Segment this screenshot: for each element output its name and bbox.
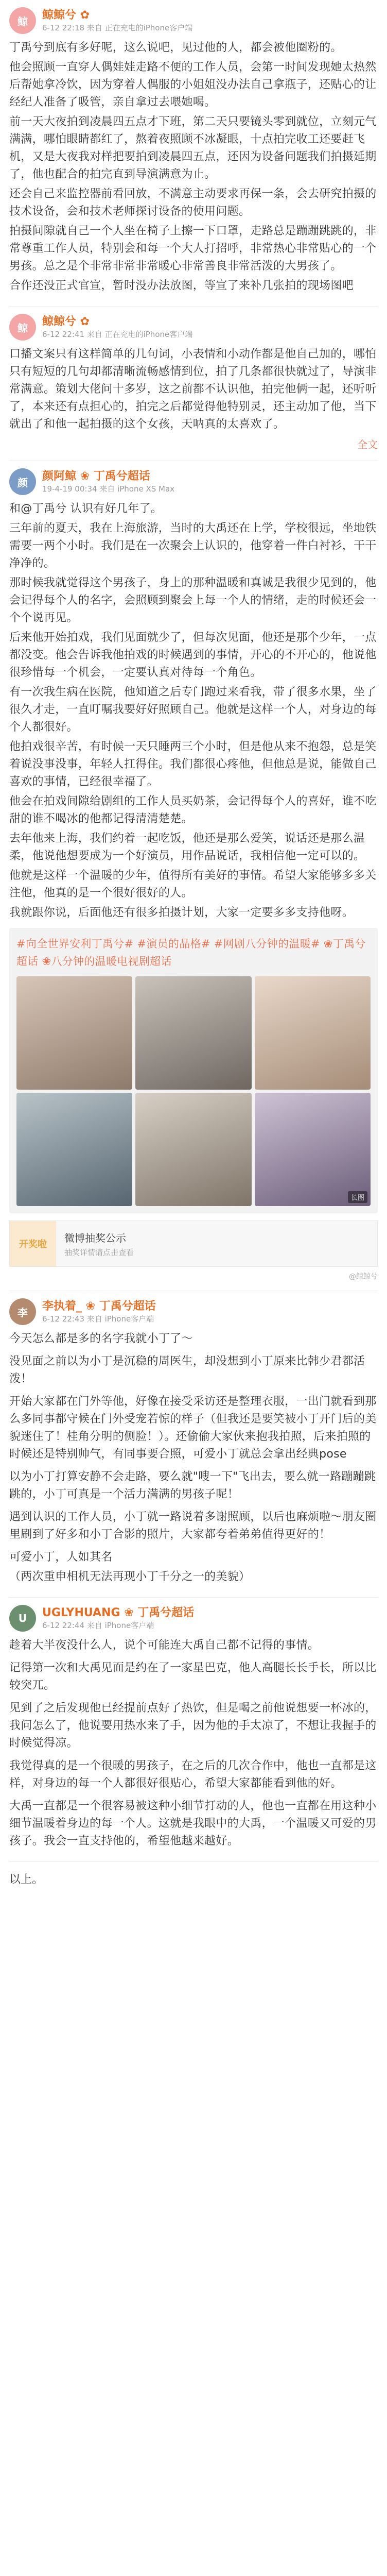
- paragraph: 我就跟你说，后面他还有很多拍摄计划，大家一定要多多支持他呀。: [9, 906, 354, 919]
- paragraph: 后来他开始拍戏，我们见面就少了，但每次见面，他还是那个少年，一点都没变。他会告诉我他拍戏的时候遇到的事情，开心的不开心的，他说他很珍惜每一个机会，一定要认真对待每一个角色。: [9, 631, 377, 679]
- paragraph: 那时候我就觉得这个男孩子，身上的那种温暖和真诚是我很少见到的，他会记得每个人的名字，会照顾到聚会上每一个人的情绪，走的时候还会一个个说再见。: [9, 577, 377, 624]
- paragraph: 前一天大夜拍到凌晨四五点才下班，第二天只要镜头零到就位，立刻元气满满，哪怕眼睛都红了，熬着夜照顾不冰凝眼，十点拍完收工还要赶飞机，又是大夜我对样把要拍到凌晨四五点，还因为设备问题我们拍摄延期了，他也配合的拍完直到导演满意为止。: [9, 115, 377, 181]
- paragraph: 拍摄间隙就自己一个人坐在椅子上擦一下口罩，走路总是蹦蹦跳跳的，非常尊重工作人员，特别会和每一个大人打招呼，非常热心非常贴心的一个男孩。总之是个非常非常非常暖心非常善良非常活泼的大男孩了。: [9, 225, 377, 273]
- avatar[interactable]: U: [9, 1605, 36, 1632]
- paragraph: 今天怎么都是多的名字我就小丁了～: [9, 1332, 193, 1345]
- post-body: [9, 500, 378, 922]
- post-time: 19-4-19 00:34 来自 iPhone XS Max: [42, 484, 175, 494]
- post-body: [9, 346, 378, 433]
- post-body: [9, 1637, 378, 1850]
- paragraph: 见到了之后发现他已经提前点好了热饮，但是喝之前他说想要一杯冰的，我问怎么了，他说要用热水来了手，因为他的手太凉了，不想让我握手的时候觉得凉。: [9, 1702, 377, 1750]
- paragraph: 丁禹兮到底有多好呢，这么说吧，见过他的人，都会被他圈粉的。: [9, 41, 342, 54]
- post-time: 6-12 22:43 来自 iPhone客户端: [42, 1314, 154, 1324]
- paragraph: 合作还没正式官宣，暂时没办法放图，等宣了来补几张拍的现场图吧: [9, 279, 354, 292]
- username[interactable]: UGLYHUANG ❀ 丁禹兮超话: [42, 1606, 195, 1619]
- lottery-badge: 开奖啦: [10, 1221, 56, 1266]
- username[interactable]: 颜阿鲸 ❀ 丁禹兮超话: [42, 470, 150, 483]
- username[interactable]: 鲸鲸兮 ✿: [42, 9, 90, 22]
- paragraph: 他拍戏很辛苦，有时候一天只睡两三个小时，但是他从来不抱怨，总是笑着说没事没事，年轻人扛得住。我们都很心疼他，但他总是说，能做自己喜欢的事情，已经很幸福了。: [9, 740, 377, 788]
- post-body: [9, 1330, 378, 1586]
- post-5: [9, 1598, 378, 1862]
- paragraph: 有一次我生病在医院，他知道之后专门跑过来看我，带了很多水果，坐了很久才走，一直叮嘱我要好好照顾自己。他就是这样一个人，对身边的每个人都很好。: [9, 686, 377, 734]
- paragraph: 口播文案只有这样简单的几句词，小表情和小动作都是他自己加的，哪怕只有短短的几句却都清晰流畅感情到位，拍了几条都很快就过了，导演非常满意。策划大佬问十多岁，这之前都不认识他，拍完他俩一起，还听听了，本来还有点担心的，拍完之后都觉得他特别灵，还主动加了他，当下就出了和他一起拍摄的这个女孩，天呐真的太喜欢了。: [9, 348, 377, 431]
- paragraph: 以为小丁打算安静不会走路，要么就"嗖一下"飞出去，要么就一路蹦蹦跳跳的，小丁可真是一个活力满满的男孩子呢！: [9, 1470, 376, 1501]
- avatar[interactable]: 鲸: [9, 314, 36, 341]
- post-4: [9, 1291, 378, 1598]
- photo-thumb[interactable]: [255, 1093, 371, 1206]
- avatar[interactable]: 鲸: [9, 7, 36, 34]
- paragraph: 和@丁禹兮 认识有好几年了。: [9, 502, 163, 515]
- expand-link[interactable]: 全文: [357, 438, 378, 451]
- paragraph: 还会自己来监控器前看回放，不满意主动要求再保一条，会去研究拍摄的技术设备，会和技术老师探讨设备的使用问题。: [9, 188, 377, 218]
- paragraph: 我觉得真的是一个很暖的男孩子，在之后的几次合作中，他也一直都是这样，对身边的每一个人都很好很贴心，希望大家都能看到他的好。: [9, 1759, 377, 1790]
- paragraph: 可爱小丁，人如其名: [9, 1551, 113, 1564]
- watermark: @鲸鲸兮: [349, 1273, 378, 1281]
- photo-grid: [16, 976, 371, 1206]
- paragraph: 开始大家都在门外等他，好像在接受采访还是整理衣服，一出门就看到那么多同事都守候在门外受宠若惊的样子（但我还是要笑被小丁开门后的美貌迷住了！桂角分明的侧脸！）。还偷偷大家伙来抱我拍照，后来拍照的时候还是特别帅气，有同事要合照，可爱小丁就总会拿出经典pose: [9, 1395, 377, 1461]
- link-subtitle: 抽奖详情请点击查看: [64, 1248, 134, 1257]
- paragraph: 遇到认识的工作人员，小丁就一路说着多谢照顾，以后也麻烦啦～朋友圈里刷到了好多和小丁合影的照片，大家都夸着弟弟值得更好的！: [9, 1511, 377, 1541]
- paragraph: 他就是这样一个温暖的少年，值得所有美好的事情。希望大家能够多多关注他，他真的是一个很好很好的人。: [9, 869, 377, 900]
- link-title: 微博抽奖公示: [64, 1232, 126, 1244]
- paragraph: 去年他来上海，我们约着一起吃饭，他还是那么爱笑，说话还是那么温柔，他说他想要成为一个好演员，用作品说话，我相信他一定可以的。: [9, 832, 365, 862]
- avatar[interactable]: 李: [9, 1298, 36, 1325]
- note: （两次重申相机无法再现小丁千分之一的美貌）: [9, 1570, 251, 1583]
- paragraph: 他会照顾一直穿人偶娃娃走路不便的工作人员，会第一时间发现她太热然后帮她拿冷饮，因为穿着人偶服的小姐姐没办法自己拿瓶子，还贴心的让经纪人准备了吸管，亲自拿过去喂她喝。: [9, 61, 377, 109]
- post-time: 6-12 22:44 来自 iPhone客户端: [42, 1621, 154, 1630]
- paragraph: 没见面之前以为小丁是沉稳的周医生，却没想到小丁原来比韩少君都活泼！: [9, 1355, 365, 1385]
- ending-text: 以上。: [9, 1873, 44, 1886]
- photo-thumb[interactable]: [135, 1093, 251, 1206]
- username[interactable]: 鲸鲸兮 ✿: [42, 315, 90, 328]
- post-time: 6-12 22:18 来自 正在充电的iPhone客户端: [42, 23, 193, 32]
- paragraph: 大禹一直都是一个很容易被这种小细节打动的人，他也一直都在用这种小细节温暖着身边的每一个人。这就是我眼中的大禹，一个温暖又可爱的男孩子。我会一直支持他的，希望他越来越好。: [9, 1800, 377, 1848]
- username[interactable]: 李执着_ ❀ 丁禹兮超话: [42, 1300, 156, 1313]
- photo-thumb[interactable]: [16, 976, 132, 1090]
- post-time: 6-12 22:41 来自 正在充电的iPhone客户端: [42, 330, 193, 339]
- paragraph: 记得第一次和大禹见面是约在了一家星巴克，他人高腿长长手长，所以比较突兀。: [9, 1662, 377, 1692]
- avatar[interactable]: 颜: [9, 468, 36, 495]
- post-3: [9, 461, 378, 1291]
- photo-thumb[interactable]: [255, 976, 371, 1090]
- repost-topics[interactable]: #向全世界安利丁禹兮# #演员的品格# #网剧八分钟的温暖# ❀丁禹兮超话 ❀八分钟的温暖电视剧超话: [16, 938, 366, 968]
- paragraph: 他会在拍戏间隙给剧组的工作人员买奶茶，会记得每个人的喜好，谁不吃甜的谁不喝冰的他都记得清清楚楚。: [9, 795, 377, 825]
- paragraph: 趁着大半夜没什么人，说个可能连大禹自己都不记得的事情。: [9, 1639, 320, 1652]
- post-2: [9, 307, 378, 461]
- repost-card[interactable]: [9, 928, 378, 1213]
- photo-thumb[interactable]: [16, 1093, 132, 1206]
- post-1: [9, 0, 378, 307]
- post-body: [9, 39, 378, 295]
- long-image-tag: 长图: [348, 1191, 367, 1203]
- paragraph: 三年前的夏天，我在上海旅游，当时的大禹还在上学，学校很远，坐地铁需要一两个小时。我们是在一次聚会上认识的，他穿着一件白衬衫，干干净净的。: [9, 522, 377, 570]
- photo-thumb[interactable]: [135, 976, 251, 1090]
- lottery-link-card[interactable]: [9, 1221, 378, 1267]
